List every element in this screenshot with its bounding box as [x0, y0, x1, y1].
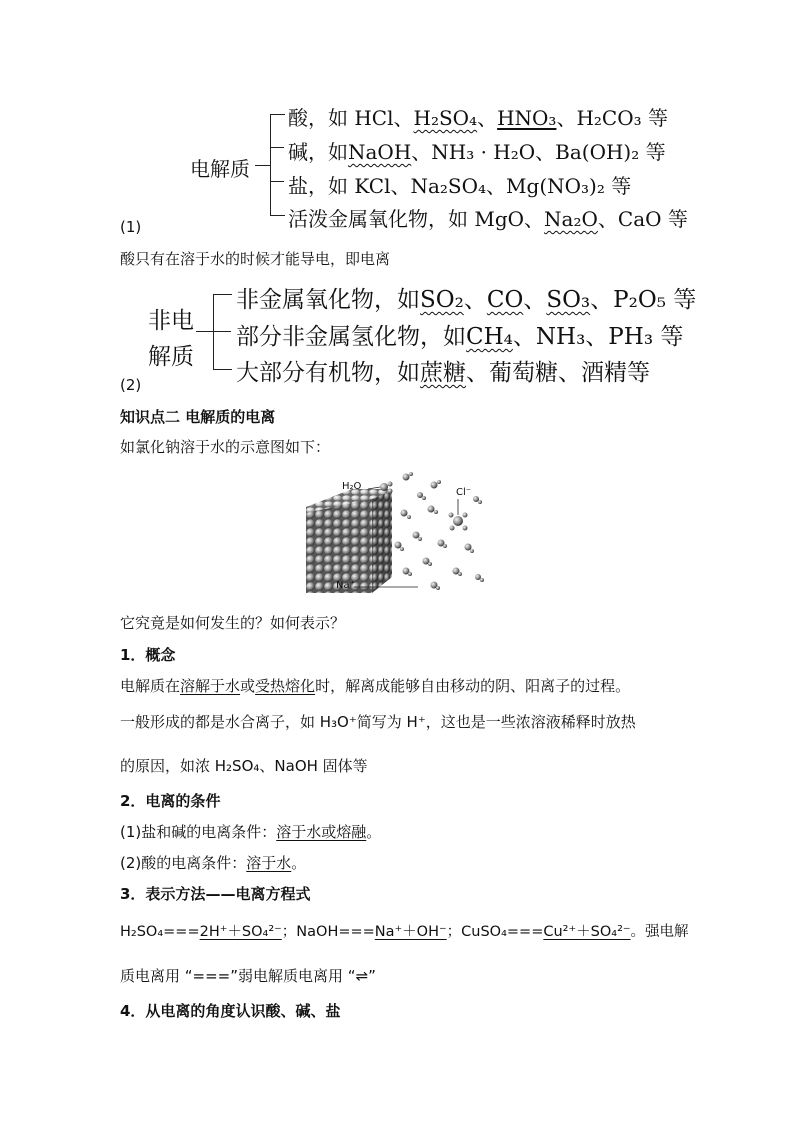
item1-note-2: 的原因，如浓 H₂SO₄、NaOH 固体等: [120, 757, 368, 775]
nacl-figure: [306, 465, 490, 597]
item4-title: 4．从电离的角度认识酸、碱、盐: [120, 1002, 341, 1020]
label-cl: Cl⁻: [456, 487, 472, 498]
branch-oxide: 活泼金属氧化物，如 MgO、Na₂O、CaO 等: [288, 207, 688, 231]
nonelectrolyte-root-2: 解质: [148, 344, 194, 370]
tree-label-1: (1): [120, 218, 142, 236]
tree-branch-line: [213, 331, 231, 332]
branch-base: 碱，如NaOH、NH₃ · H₂O、Ba(OH)₂ 等: [288, 140, 666, 164]
tree-branch-line: [270, 181, 284, 182]
question-text: 它究竟是如何发生的？如何表示？: [120, 614, 346, 632]
tree-bracket: [270, 114, 285, 216]
item3-note: 质电离用 “===”弱电解质电离用 “⇌”: [120, 967, 376, 985]
nonelectrolyte-root-1: 非电: [148, 308, 194, 334]
item1-text: 电解质在溶解于水或受热熔化时，解离成能够自由移动的阴、阳离子的过程。: [120, 677, 631, 695]
item2-line-2: (2)酸的电离条件：溶于水。: [120, 854, 307, 872]
branch-acid: 酸，如 HCl、H₂SO₄、HNO₃、H₂CO₃ 等: [288, 106, 668, 130]
tree-bracket: [213, 294, 232, 370]
branch-hydride: 部分非金属氢化物，如CH₄、NH₃、PH₃ 等: [236, 324, 684, 350]
item3-title: 3．表示方法——电离方程式: [120, 885, 311, 903]
item1-title: 1．概念: [120, 646, 176, 664]
branch-salt: 盐，如 KCl、Na₂SO₄、Mg(NO₃)₂ 等: [288, 174, 632, 198]
item3-equations: H₂SO₄===2H⁺＋SO₄²⁻；NaOH===Na⁺＋OH⁻；CuSO₄===Cu²⁺＋SO₄²⁻。强电解: [120, 924, 689, 940]
item1-note-1: 一般形成的都是水合离子，如 H₃O⁺简写为 H⁺，这也是一些浓溶液稀释时放热: [120, 713, 636, 731]
electrolyte-root: 电解质: [190, 157, 250, 181]
note-acid: 酸只有在溶于水的时候才能导电，即电离: [120, 250, 391, 268]
tree-stem: [196, 331, 214, 332]
tree-stem: [255, 165, 271, 166]
tree-branch-line: [270, 147, 284, 148]
label-h2o: H₂O: [342, 481, 362, 492]
branch-nonmetal-oxide: 非金属氧化物，如SO₂、CO、SO₃、P₂O₅ 等: [236, 287, 697, 313]
item2-title: 2．电离的条件: [120, 792, 221, 810]
intro-text: 如氯化钠溶于水的示意图如下：: [120, 438, 331, 456]
section-title: 知识点二 电解质的电离: [120, 408, 276, 426]
label-na: Na⁺: [336, 580, 355, 591]
nacl-dissolution-illustration: [306, 465, 490, 597]
branch-organic: 大部分有机物，如蔗糖、葡萄糖、酒精等: [236, 360, 650, 386]
item2-line-1: (1)盐和碱的电离条件：溶于水或熔融。: [120, 823, 382, 841]
tree-label-2: (2): [120, 376, 142, 394]
